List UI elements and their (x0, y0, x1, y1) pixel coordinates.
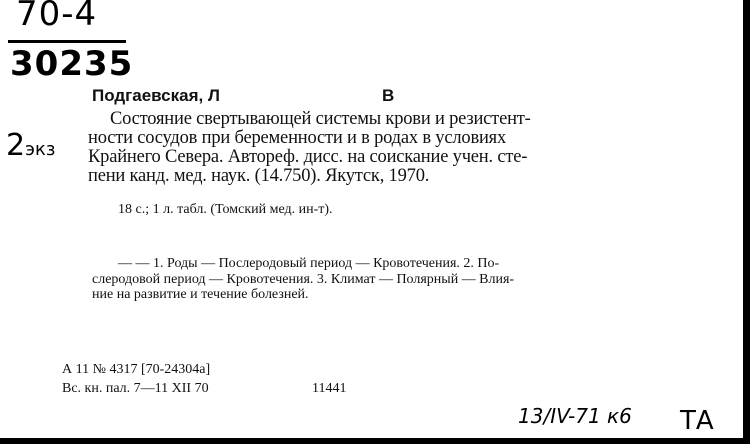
handwritten-date-mark: 13/ІV-71 к6 (518, 404, 632, 428)
copies-note (6, 128, 55, 163)
card-edge-bottom (0, 438, 750, 444)
subject-line: — — 1. Роды — Послеродовый период — Кровотечения. 2. По- (118, 256, 500, 271)
title-line: Крайнего Севера. Автореф. дисс. на соискание учен. сте- (88, 147, 528, 167)
subject-headings (92, 256, 692, 303)
handwritten-initials: ТА (680, 406, 714, 436)
shelf-number-divider (8, 40, 126, 43)
title-line: Состояние свертывающей системы крови и резистент- (110, 109, 531, 129)
card-edge-right (743, 0, 750, 444)
author-name: Подгаевская, Л (92, 86, 220, 105)
copies-unit: экз (25, 139, 56, 160)
shelf-number-bottom: 30235 (10, 44, 134, 84)
subject-line: слеродовой период — Кровотечения. 3. Климат — Полярный — Влия- (92, 271, 515, 287)
title-line: пени канд. мед. наук. (14.750). Якутск, 1970. (88, 166, 430, 186)
subject-line: ние на развитие и течение болезней. (92, 287, 309, 302)
author-initial: В (382, 86, 395, 105)
catalog-info (62, 360, 347, 398)
title-line: ности сосудов при беременности и в родах в условиях (88, 128, 507, 148)
collation-line: 18 с.; 1 л. табл. (Томский мед. ин-т). (118, 202, 333, 217)
title-description (88, 110, 688, 186)
author-heading (92, 86, 395, 106)
catalog-line-1: А 11 № 4317 [70-24304а] (62, 362, 211, 377)
copies-count: 2 (6, 128, 26, 163)
catalog-line-2: Вс. кн. пал. 7—11 XII 70 (62, 381, 209, 396)
shelf-number-top: 70-4 (16, 0, 98, 34)
catalog-code: 11441 (312, 381, 347, 396)
